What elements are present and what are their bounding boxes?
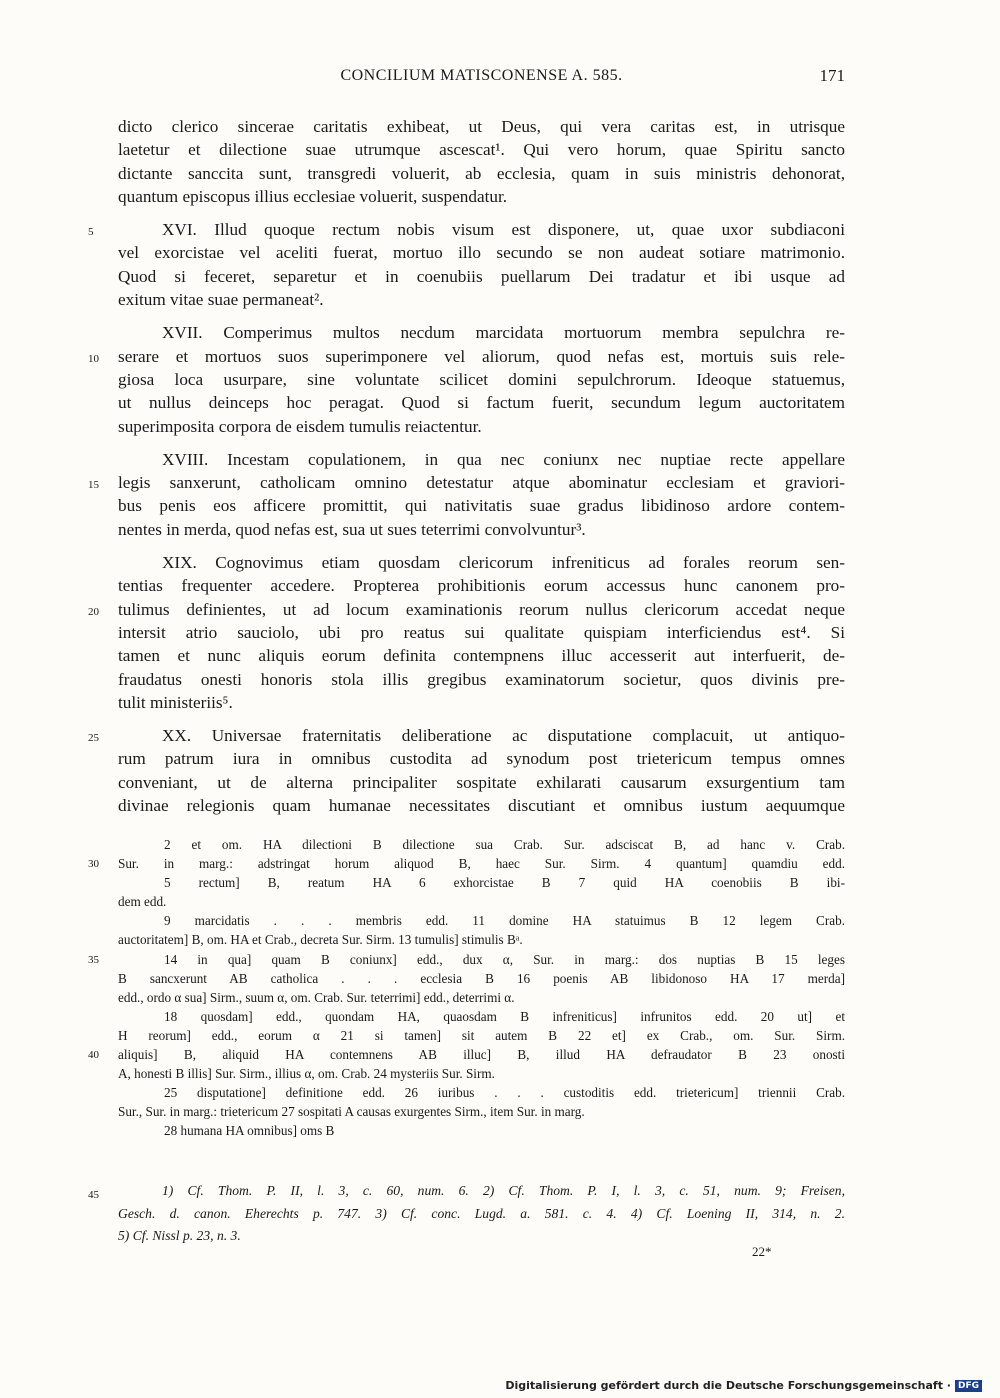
body-text: exitum vitae suae permaneat². — [118, 290, 324, 310]
body-line — [118, 185, 845, 208]
body-line — [118, 494, 845, 517]
line-number: 15 — [88, 479, 99, 492]
apparatus-line — [118, 911, 845, 930]
running-title: CONCILIUM MATISCONENSE A. 585. — [340, 67, 623, 84]
main-text — [88, 115, 845, 817]
apparatus-text: 25 disputatione] definitione edd. 26 iuribus . . . custoditis edd. trietericum] triennii Crab. — [164, 1085, 845, 1101]
body-text: serare et mortuos suos superimponere vel aliorum, quod nefas est, mortuis suis rele- — [118, 346, 845, 366]
apparatus-text: dem edd. — [118, 894, 167, 910]
body-text: vel exorcistae vel aceliti fuerat, mortuo illo secundo se non audeat sotiare matrimonio. — [118, 243, 845, 263]
apparatus-text: 5 rectum] B, reatum HA 6 exhorcistae B 7 quid HA coenobiis B ibi- — [164, 875, 845, 891]
apparatus-line — [118, 1083, 845, 1102]
body-text: intersit atrio sauciolo, ubi pro reatus sui qualitate quispiam interficiendus est⁴. Si — [118, 622, 845, 642]
body-text: nentes in merda, quod nefas est, sua ut sues teterrimi convolvuntur³. — [118, 519, 586, 539]
body-line — [88, 345, 845, 368]
body-line — [118, 115, 845, 138]
line-number: 25 — [88, 732, 99, 745]
apparatus-text: 2 et om. HA dilectioni B dilectione sua Crab. Sur. adsciscat B, ad hanc v. Crab. — [164, 837, 845, 852]
footnote-text: 5) Cf. Nissl p. 23, n. 3. — [118, 1228, 241, 1243]
footnotes — [88, 1180, 845, 1248]
line-number: 5 — [88, 226, 94, 239]
footnote-line — [118, 1203, 845, 1226]
apparatus-line — [118, 1064, 845, 1083]
funding-text: Digitalisierung gefördert durch die Deutsche Forschungsgemeinschaft · — [505, 1379, 951, 1392]
body-text: fraudatus onesti honoris stola illis gregibus examinatorum societur, quos divinis pre- — [118, 669, 845, 689]
footnote-text: 1) Cf. Thom. P. II, l. 3, c. 60, num. 6. 2) Cf. Thom. P. I, l. 3, c. 51, num. 9; Freisen, — [162, 1183, 845, 1198]
body-text: laetetur et dilectione suae utrumque ascescat¹. Qui vero horum, quae Spiritu sancto — [118, 140, 845, 160]
body-line — [118, 518, 845, 541]
apparatus-line — [88, 854, 845, 873]
footnote-text: Gesch. d. canon. Eherechts p. 747. 3) Cf. conc. Lugd. a. 581. c. 4. 4) Cf. Loening II, 314, n. 2. — [118, 1205, 845, 1221]
funding-notice — [505, 1378, 982, 1393]
body-line — [118, 241, 845, 264]
page-number: 171 — [819, 66, 845, 85]
body-line — [118, 321, 845, 344]
critical-apparatus — [88, 835, 845, 1141]
line-number: 20 — [88, 605, 99, 618]
apparatus-text: 18 quosdam] edd., quondam HA, quaosdam B infreniticus] infrunitos edd. 20 ut] et — [164, 1008, 845, 1024]
body-line — [118, 668, 845, 691]
footnote-line — [118, 1225, 845, 1248]
body-line — [118, 265, 845, 288]
apparatus-text: H reorum] edd., eorum α 21 si tamen] sit autem B 22 et] ex Crab., om. Sur. Sirm. — [118, 1027, 845, 1043]
body-text: conveniant, ut de alterna principaliter sospitate exhilarati causarum exsurgentium tam — [118, 772, 845, 792]
body-line — [118, 415, 845, 438]
line-number: 10 — [88, 352, 99, 365]
dfg-logo: DFG — [955, 1380, 982, 1392]
apparatus-line — [118, 1026, 845, 1045]
body-line — [118, 771, 845, 794]
apparatus-text: 9 marcidatis . . . membris edd. 11 domine HA statuimus B 12 legem Crab. — [164, 913, 845, 929]
apparatus-text: B sancxerunt AB catholica . . . ecclesia B 16 poenis AB libidonoso HA 17 merda] — [118, 970, 845, 986]
body-text: divinae relegionis quam humanae necessitates discutiant et omnibus iustum aequumque — [118, 796, 845, 816]
apparatus-line — [118, 892, 845, 911]
body-text: quantum episcopus illius ecclesiae voluerit, suspendatur. — [118, 186, 508, 206]
body-line — [118, 794, 845, 817]
body-line — [118, 138, 845, 161]
body-text: dicto clerico sincerae caritatis exhibeat, ut Deus, qui vera caritas est, in utrisque — [118, 117, 845, 136]
apparatus-text: 28 humana HA omnibus] oms B — [164, 1123, 335, 1139]
apparatus-text: aliquis] B, aliquid HA contemnens AB illuc] B, illud HA defraudator B 23 onosti — [118, 1047, 845, 1063]
body-line — [118, 644, 845, 667]
body-line — [118, 448, 845, 471]
body-line — [118, 691, 845, 714]
body-text: XX. Universae fraternitatis deliberatione ac disputatione complacuit, ut antiquo- — [162, 726, 845, 746]
line-number: 30 — [88, 858, 99, 871]
body-line — [118, 391, 845, 414]
apparatus-line — [118, 930, 845, 949]
body-text: Quod si feceret, separetur et in coenubiis puellarum Dei tradatur et ibi usque ad — [118, 266, 845, 286]
apparatus-text: Sur. in marg.: adstringat horum aliquod B, haec Sur. Sirm. 4 quantum] quamdiu edd. — [118, 856, 845, 872]
apparatus-line — [88, 950, 845, 969]
apparatus-line — [88, 1045, 845, 1064]
apparatus-text: auctoritatem] B, om. HA et Crab., decreta Sur. Sirm. 13 tumulis] stimulis Bᵃ. — [118, 932, 523, 948]
apparatus-text: Sur., Sur. in marg.: trietericum 27 sospitati A causas exurgentes Sirm., item Sur. in marg. — [118, 1104, 585, 1120]
line-number: 45 — [88, 1189, 99, 1201]
body-text: tentias frequenter accedere. Propterea prohibitionis eorum accessus hunc canonem pro- — [118, 576, 845, 596]
body-line — [88, 598, 845, 621]
body-line — [118, 551, 845, 574]
body-text: rum patrum iura in omnibus custodita ad synodum post trietericum tempus omnes — [118, 749, 845, 769]
body-text: superimposita corpora de eisdem tumulis reiactentur. — [118, 416, 482, 436]
body-text: giosa loca usurpare, sine voluntate scilicet domini sepulchrorum. Ideoque statuemus, — [118, 369, 845, 389]
body-line — [118, 621, 845, 644]
apparatus-line — [118, 835, 845, 854]
page-header — [118, 64, 845, 88]
body-line — [88, 471, 845, 494]
line-number: 40 — [88, 1049, 99, 1062]
apparatus-line — [118, 988, 845, 1007]
apparatus-line — [118, 873, 845, 892]
body-line — [118, 288, 845, 311]
line-number: 35 — [88, 953, 99, 966]
body-text: XVI. Illud quoque rectum nobis visum est disponere, ut, quae uxor subdiaconi — [162, 220, 845, 240]
apparatus-text: 14 in qua] quam B coniunx] edd., dux α, Sur. in marg.: dos nuptias B 15 leges — [164, 951, 845, 967]
body-text: ut nullus deinceps hoc peragat. Quod si factum fuerit, secundum legum auctoritatem — [118, 393, 845, 413]
body-text: XVII. Comperimus multos necdum marcidata mortuorum membra sepulchra re- — [162, 323, 845, 343]
body-text: XVIII. Incestam copulationem, in qua nec coniunx nec nuptiae recte appellare — [162, 449, 845, 469]
apparatus-text: edd., ordo α sua] Sirm., suum α, om. Crab. Sur. teterrimi] edd., deterrimi α. — [118, 989, 515, 1005]
body-text: tulit ministeriis⁵. — [118, 692, 233, 712]
signature-mark: 22* — [752, 1244, 772, 1259]
body-text: XIX. Cognovimus etiam quosdam clericorum infreniticus ad forales reorum sen- — [162, 553, 845, 573]
apparatus-text: A, honesti B illis] Sur. Sirm., illius α, om. Crab. 24 mysteriis Sur. Sirm. — [118, 1066, 495, 1082]
body-line — [118, 368, 845, 391]
body-text: tulimus definientes, ut ad locum examinationis reorum nullus clericorum accedat neque — [118, 599, 845, 619]
body-text: legis sanxerunt, catholicam omnino detestatur atque abominatur ecclesiam et graviori- — [118, 473, 845, 493]
apparatus-line — [118, 969, 845, 988]
body-line — [88, 724, 845, 747]
body-line — [118, 747, 845, 770]
body-text: tamen et nunc aliquis eorum definita contempnens illuc accesserit aut interfuerit, de- — [118, 646, 845, 666]
body-text: dictante sanccita sunt, transgredi voluerit, ab ecclesia, quam in suis ministris dehonorat, — [118, 163, 845, 183]
body-line — [118, 162, 845, 185]
body-line — [118, 574, 845, 597]
body-text: bus penis eos afficere promittit, qui nativitatis suae gradus libidinoso ardore contem- — [118, 496, 845, 516]
apparatus-line — [118, 1102, 845, 1121]
apparatus-line — [118, 1121, 845, 1140]
apparatus-line — [118, 1007, 845, 1026]
footnote-line — [88, 1180, 845, 1203]
body-line — [88, 218, 845, 241]
